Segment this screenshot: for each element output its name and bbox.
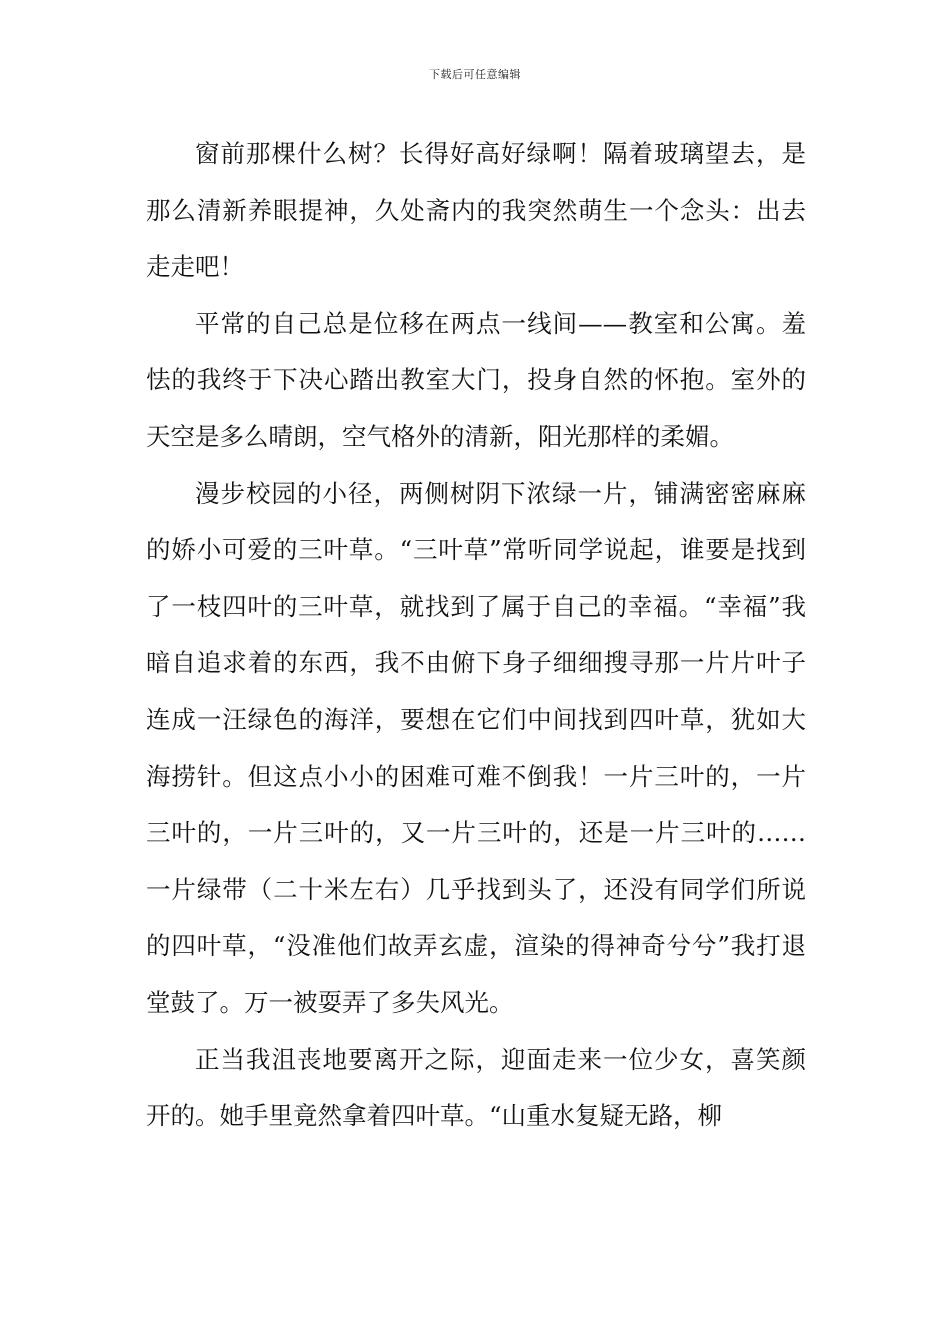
paragraph-3: 漫步校园的小径，两侧树阴下浓绿一片，铺满密密麻麻的娇小可爱的三叶草。“三叶草”常听同学说起，谁要是找到了一枝四叶的三叶草，就找到了属于自己的幸福。“幸福”我暗自追求着的东西，我不由俯下身子细细搜寻那一片片叶子连成一汪绿色的海洋，要想在它们中间找到四叶草，犹如大海捞针。但这点小小的困难可难不倒我！一片三叶的，一片三叶的，一片三叶的，又一片三叶的，还是一片三叶的……一片绿带（二十米左右）几乎找到头了，还没有同学们所说的四叶草，“没准他们故弄玄虚，渲染的得神奇兮兮”我打退堂鼓了。万一被耍弄了多失风光。 <box>146 478 806 1017</box>
paragraph-4: 正当我沮丧地要离开之际，迎面走来一位少女，喜笑颜开的。她手里竟然拿着四叶草。“山重水复疑无路，柳 <box>146 1044 806 1131</box>
paragraph-1: 窗前那棵什么树？长得好高好绿啊！隔着玻璃望去，是那么清新养眼提神，久处斋内的我突然萌生一个念头：出去走走吧！ <box>146 139 806 282</box>
paragraph-2: 平常的自己总是位移在两点一线间——教室和公寓。羞怯的我终于下决心踏出教室大门，投身自然的怀抱。室外的天空是多么晴朗，空气格外的清新，阳光那样的柔媚。 <box>146 308 806 451</box>
page-header: 下载后可任意编辑 <box>429 68 521 81</box>
document-body <box>146 126 806 1145</box>
